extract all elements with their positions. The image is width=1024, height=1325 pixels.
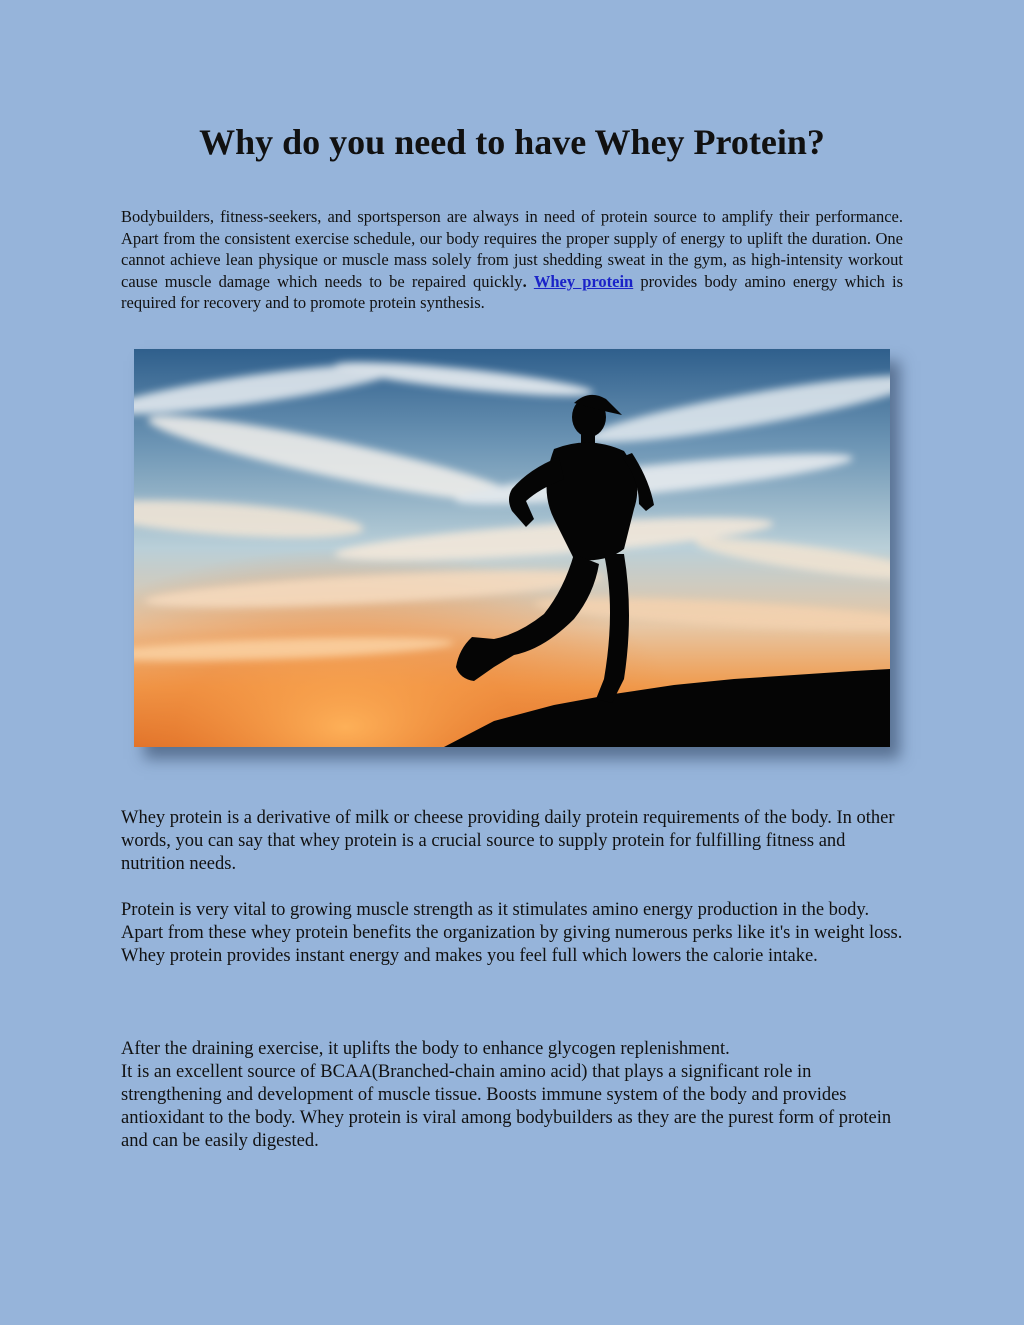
intro-paragraph bbox=[121, 206, 903, 314]
paragraph-bcaa-text: It is an excellent source of BCAA(Branched-chain amino acid) that plays a significant role in strengthening and development of muscle tissue. Boosts immune system of the body and provides antioxidant to the body. Whey protein is viral among bodybuilders as they are the purest form of protein and can be easily digested. bbox=[121, 1062, 892, 1151]
paragraph-muscle-strength: Protein is very vital to growing muscle strength as it stimulates amino energy production in the body. Apart from these whey protein benefits the organization by giving numerous perks like it's in weight loss. Whey protein provides instant energy and makes you feel full which lowers the calorie intake. bbox=[121, 900, 903, 966]
runner-silhouette-image bbox=[134, 349, 890, 747]
intro-period: . bbox=[522, 271, 527, 291]
whey-protein-link[interactable]: Whey protein bbox=[533, 271, 634, 291]
paragraph-glycogen-bcaa bbox=[121, 1038, 911, 1153]
intro-text-after-link: provides body amino energy which is required for recovery and to promote protein synthesis. bbox=[121, 271, 904, 312]
paragraph-whey-definition: Whey protein is a derivative of milk or cheese providing daily protein requirements of the body. In other words, you can say that whey protein is a crucial source to supply protein for fulfilling fitness and nutrition needs. bbox=[121, 808, 895, 874]
runner-sunset-photo bbox=[134, 349, 890, 747]
paragraph-glycogen-line: After the draining exercise, it uplifts the body to enhance glycogen replenishment. bbox=[121, 1039, 730, 1059]
intro-text: Bodybuilders, fitness-seekers, and sportsperson are always in need of protein source to amplify their performance. Apart from the consistent exercise schedule, our body requires the proper supply of energy to uplift the duration. One cannot achieve lean physique or muscle mass solely from just shedding sweat in the gym, as high-intensity workout cause muscle damage which needs to be repaired quickly bbox=[121, 207, 903, 291]
page-title: Why do you need to have Whey Protein? bbox=[199, 122, 825, 162]
